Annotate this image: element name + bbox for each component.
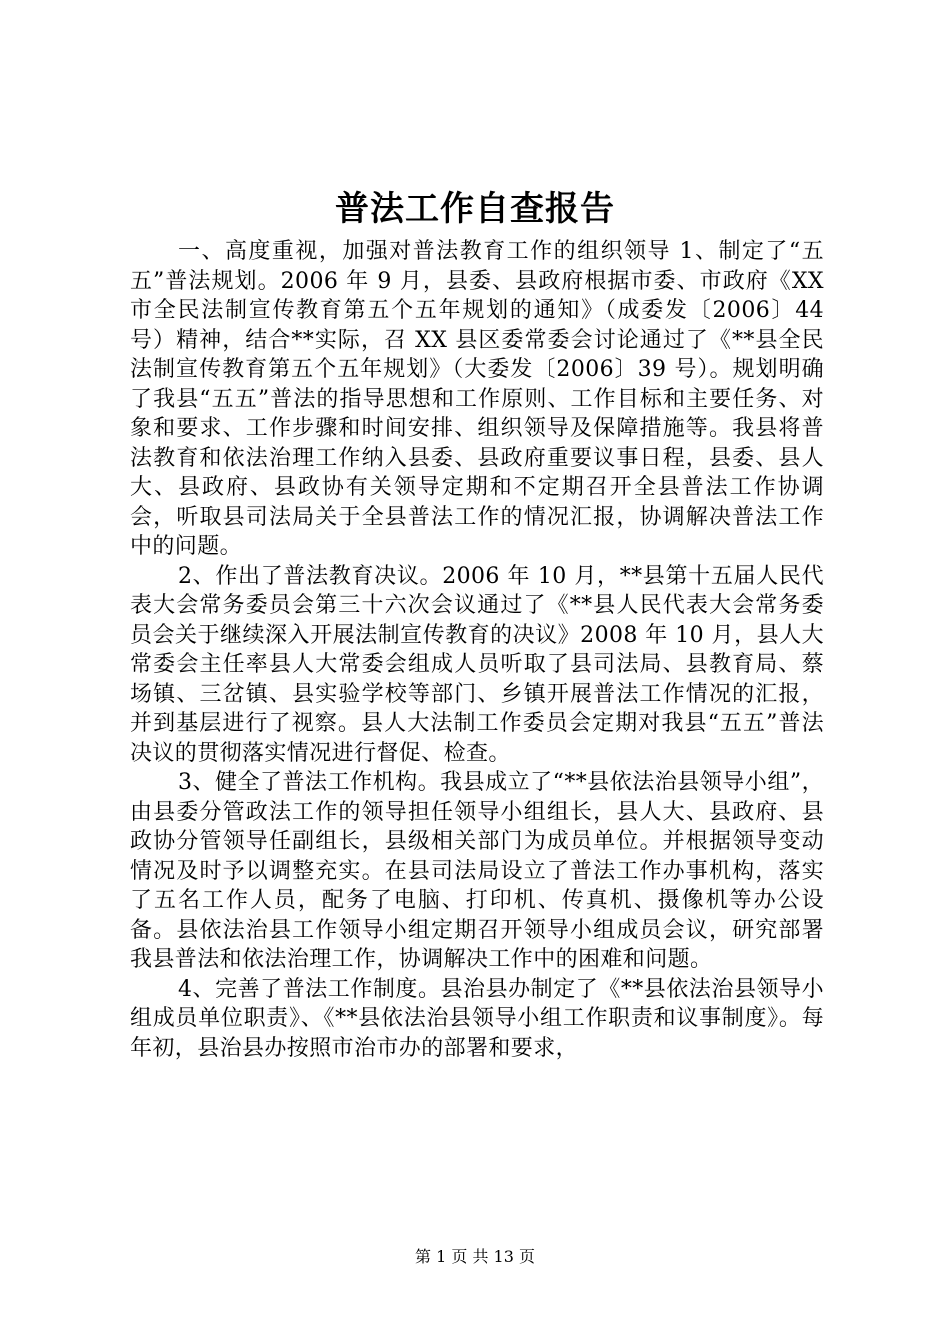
paragraph-2: 2、作出了普法教育决议。2006 年 10 月，**县第十五届人民代表大会常务委员会第三十六次会议通过了《**县人民代表大会常务委员会关于继续深入开展法制宣传教育的决议》2008 年 10 月，县人大常委会主任率县人大常委会组成人员听取了县司法局、县教育局、蔡场镇、三岔镇、县实验学校等部门、乡镇开展普法工作情况的汇报，并到基层进行了视察。县人大法制工作委员会定期对我县“五五”普法决议的贯彻落实情况进行督促、检查。 [130,563,824,766]
paragraph-1: 一、高度重视，加强对普法教育工作的组织领导 1、制定了“五五”普法规划。2006 年 9 月，县委、县政府根据市委、市政府《XX 市全民法制宣传教育第五个五年规划的通知》（成委发〔2006〕44 号）精神，结合**实际，召 XX 县区委常委会讨论通过了《**县全民法制宣传教育第五个五年规划》（大委发〔2006〕39 号）。规划明确了我县“五五”普法的指导思想和工作原则、工作目标和主要任务、对象和要求、工作步骤和时间安排、组织领导及保障措施等。我县将普法教育和依法治理工作纳入县委、县政府重要议事日程，县委、县人大、县政府、县政协有关领导定期和不定期召开全县普法工作协调会，听取县司法局关于全县普法工作的情况汇报，协调解决普法工作中的问题。 [130,239,824,559]
document-title: 普法工作自查报告 [335,189,615,229]
document-body [130,237,824,1063]
paragraph-3: 3、健全了普法工作机构。我县成立了“**县依法治县领导小组”，由县委分管政法工作的领导担任领导小组组长，县人大、县政府、县政协分管领导任副组长，县级相关部门为成员单位。并根据领导变动情况及时予以调整充实。在县司法局设立了普法工作办事机构，落实了五名工作人员，配务了电脑、打印机、传真机、摄像机等办公设备。县依法治县工作领导小组定期召开领导小组成员会议，研究部署我县普法和依法治理工作，协调解决工作中的困难和问题。 [130,770,824,972]
paragraph-4: 4、完善了普法工作制度。县治县办制定了《**县依法治县领导小组成员单位职责》、《**县依法治县领导小组工作职责和议事制度》。每年初，县治县办按照市治市办的部署和要求， [130,976,824,1061]
page-number-footer: 第 1 页 共 13 页 [415,1247,535,1266]
